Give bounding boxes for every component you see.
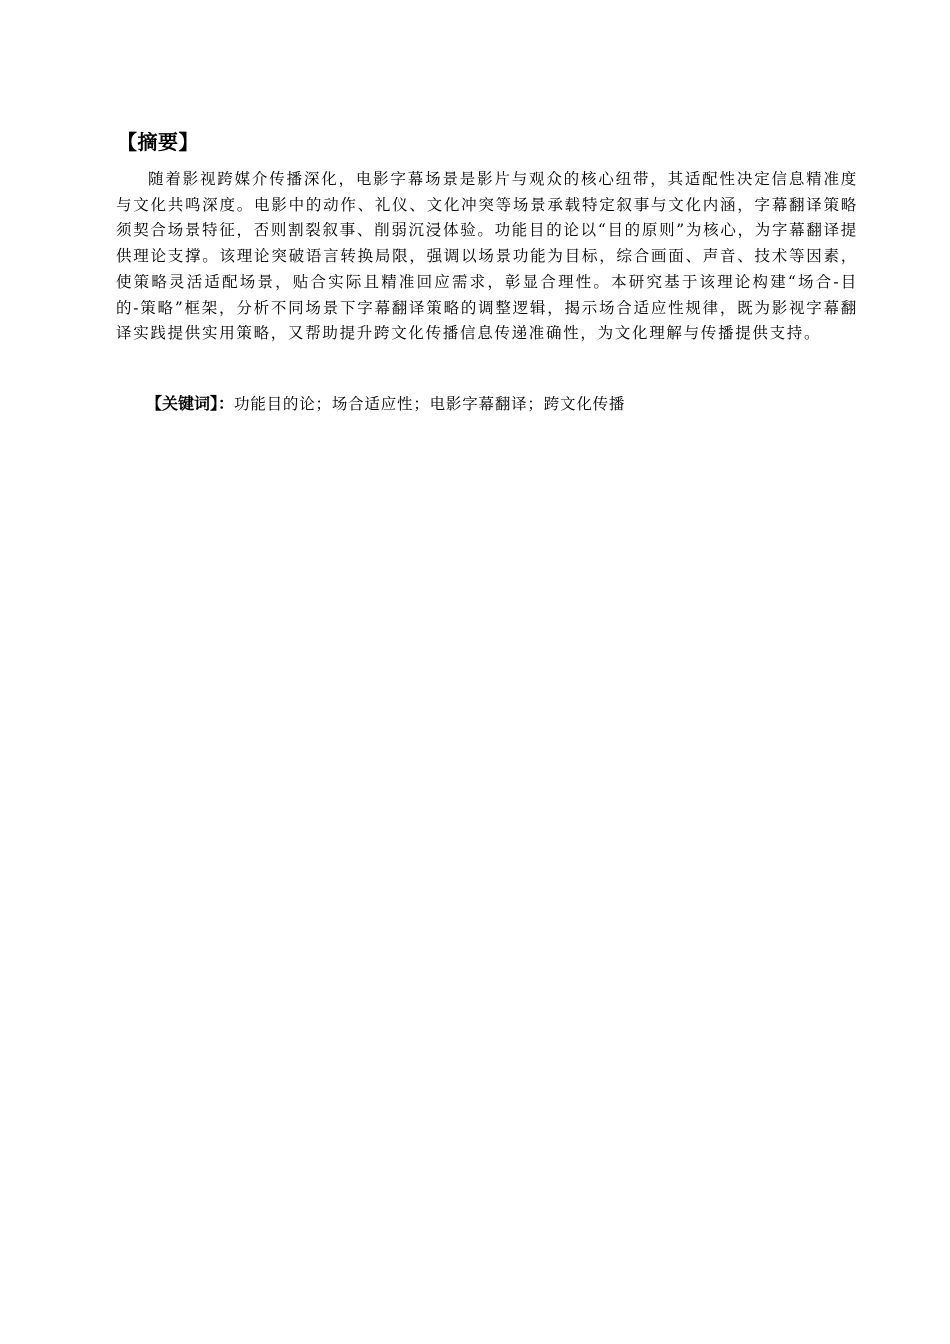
abstract-heading: 【摘要】 — [117, 130, 199, 154]
abstract-body: 随着影视跨媒介传播深化，电影字幕场景是影片与观众的核心纽带，其适配性决定信息精准度与文化共鸣深度。电影中的动作、礼仪、文化冲突等场景承载特定叙事与文化内涵，字幕翻译策略须契合场景特征，否则割裂叙事、削弱沉浸体验。功能目的论以“目的原则”为核心，为字幕翻译提供理论支撑。该理论突破语言转换局限，强调以场景功能为目标，综合画面、声音、技术等因素，使策略灵活适配场景，贴合实际且精准回应需求，彰显合理性。本研究基于该理论构建“场合-目的-策略”框架，分析不同场景下字幕翻译策略的调整逻辑，揭示场合适应性规律，既为影视字幕翻译实践提供实用策略，又帮助提升跨文化传播信息传递准确性，为文化理解与传播提供支持。 — [116, 170, 858, 343]
keywords-label: 【关键词】： — [146, 394, 235, 413]
keywords-value: 功能目的论；场合适应性；电影字幕翻译；跨文化传播 — [234, 395, 626, 413]
keywords-line — [146, 391, 625, 417]
